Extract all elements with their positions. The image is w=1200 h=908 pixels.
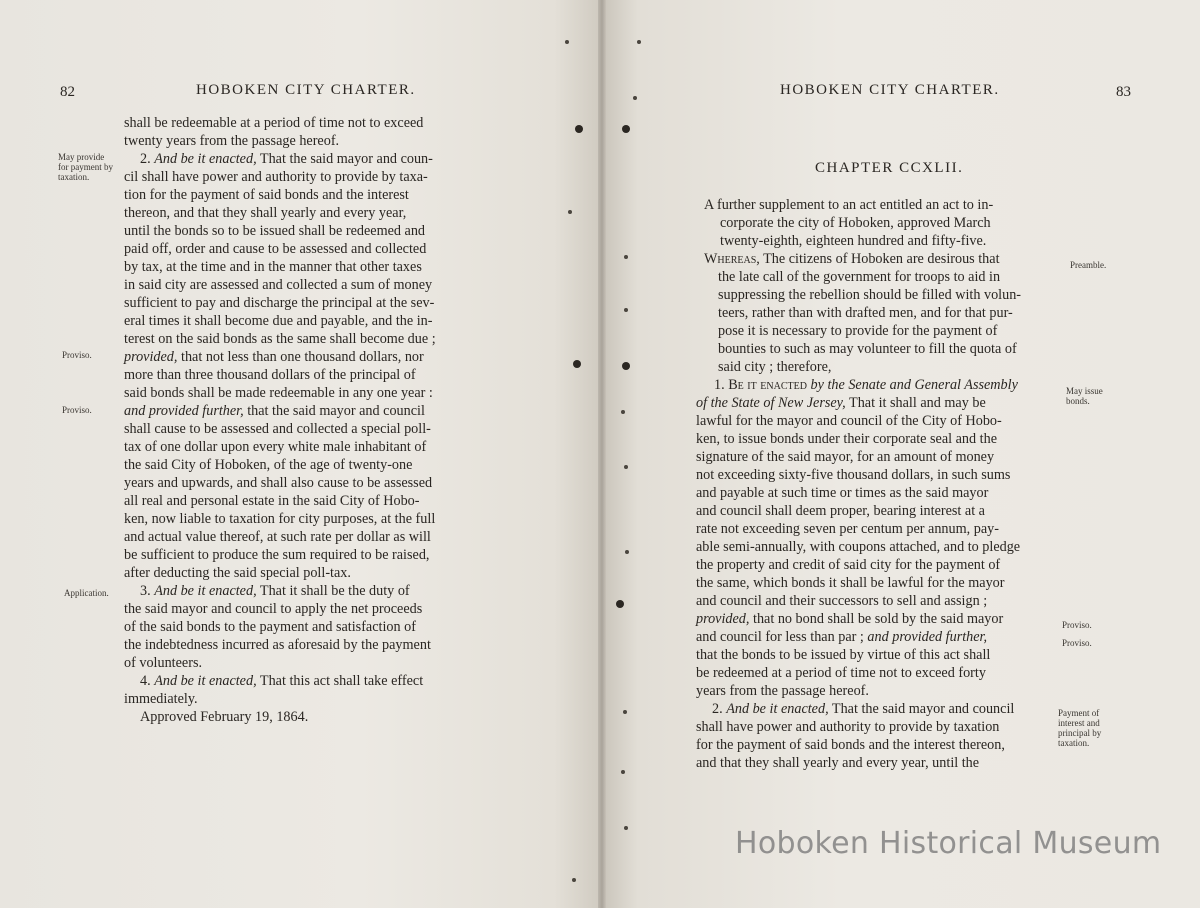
text-line: terest on the said bonds as the same shall become due ; bbox=[124, 331, 436, 347]
text-line: twenty years from the passage hereof. bbox=[124, 133, 340, 149]
margin-note-proviso: Proviso. bbox=[1062, 638, 1092, 648]
text-line: signature of the said mayor, for an amount of money bbox=[696, 449, 995, 465]
right-running-head: HOBOKEN CITY CHARTER. bbox=[780, 82, 1000, 98]
margin-note-proviso: Proviso. bbox=[62, 350, 92, 360]
text-line: ken, now liable to taxation for city purposes, at the full bbox=[124, 511, 436, 527]
binding-hole bbox=[565, 40, 569, 44]
text-line: the late call of the government for troops to aid in bbox=[718, 269, 1001, 285]
text-line: tion for the payment of said bonds and the interest bbox=[124, 187, 409, 203]
text-line: by tax, at the time and in the manner that other taxes bbox=[124, 259, 422, 275]
binding-hole bbox=[625, 550, 629, 554]
text-line: more than three thousand dollars of the principal of bbox=[124, 367, 416, 383]
text-line: and council and their successors to sell and assign ; bbox=[696, 593, 988, 609]
text-line: pose it is necessary to provide for the payment of bbox=[718, 323, 998, 339]
proviso-line: and council for less than par ; and provided further, bbox=[696, 629, 988, 645]
museum-watermark: Hoboken Historical Museum bbox=[735, 826, 1162, 861]
text-line: all real and personal estate in the said City of Hobo- bbox=[124, 493, 420, 509]
text-line: said bonds shall be made redeemable in any one year : bbox=[124, 385, 433, 401]
text-line: the said mayor and council to apply the net proceeds bbox=[124, 601, 423, 617]
text-line: not exceeding sixty-five thousand dollars, in such sums bbox=[696, 467, 1011, 483]
text-line: paid off, order and cause to be assessed and collected bbox=[124, 241, 427, 257]
binding-hole bbox=[622, 362, 630, 370]
section-2-heading: 2. And be it enacted, That the said mayor and coun- bbox=[140, 151, 433, 167]
binding-hole bbox=[575, 125, 583, 133]
binding-hole bbox=[616, 600, 624, 608]
text-line: and that they shall yearly and every year, until the bbox=[696, 755, 980, 771]
binding-hole bbox=[621, 410, 625, 414]
margin-note-proviso: Proviso. bbox=[1062, 620, 1092, 630]
binding-hole bbox=[568, 210, 572, 214]
book-gutter bbox=[598, 0, 606, 908]
left-page-number: 82 bbox=[60, 84, 75, 100]
text-line: cil shall have power and authority to provide by taxa- bbox=[124, 169, 428, 185]
binding-hole bbox=[623, 710, 627, 714]
binding-hole bbox=[622, 125, 630, 133]
binding-hole bbox=[573, 360, 581, 368]
text-line: the said City of Hoboken, of the age of twenty-one bbox=[124, 457, 413, 473]
section-2-heading: 2. And be it enacted, That the said mayor and council bbox=[712, 701, 1015, 717]
text-line: eral times it shall become due and payable, and the in- bbox=[124, 313, 433, 329]
text-line: and payable at such time or times as the said mayor bbox=[696, 485, 989, 501]
text-line: the property and credit of said city for the payment of bbox=[696, 557, 1001, 573]
margin-note-preamble: Preamble. bbox=[1070, 260, 1107, 270]
proviso-line: provided, that not less than one thousand dollars, nor bbox=[124, 349, 424, 365]
binding-hole bbox=[637, 40, 641, 44]
right-body-text bbox=[696, 196, 1066, 772]
binding-hole bbox=[624, 255, 628, 259]
act-title-line: A further supplement to an act entitled an act to in- bbox=[704, 197, 994, 213]
text-line: and actual value thereof, at such rate per dollar as will bbox=[124, 529, 431, 545]
text-line: after deducting the said special poll-tax. bbox=[124, 565, 351, 581]
text-line: said city ; therefore, bbox=[718, 359, 832, 375]
text-line: thereon, and that they shall yearly and every year, bbox=[124, 205, 407, 221]
text-line: of the said bonds to the payment and satisfaction of bbox=[124, 619, 416, 635]
text-line: teers, rather than with drafted men, and for that pur- bbox=[718, 305, 1013, 321]
binding-hole bbox=[621, 770, 625, 774]
text-line: the indebtedness incurred as aforesaid by the payment bbox=[124, 637, 431, 653]
text-line: that the bonds to be issued by virtue of this act shall bbox=[696, 647, 991, 663]
margin-note-taxation: May provide for payment by taxation. bbox=[58, 152, 113, 182]
text-line: be redeemed at a period of time not to exceed forty bbox=[696, 665, 986, 681]
text-line: rate not exceeding seven per centum per annum, pay- bbox=[696, 521, 999, 537]
text-line: for the payment of said bonds and the interest thereon, bbox=[696, 737, 1005, 753]
text-line: sufficient to pay and discharge the principal at the sev- bbox=[124, 295, 435, 311]
text-line: tax of one dollar upon every white male inhabitant of bbox=[124, 439, 427, 455]
right-page-number: 83 bbox=[1116, 84, 1131, 100]
text-line: the same, which bonds it shall be lawful for the mayor bbox=[696, 575, 1005, 591]
text-line: in said city are assessed and collected a sum of money bbox=[124, 277, 433, 293]
chapter-heading: CHAPTER CCXLII. bbox=[815, 160, 964, 176]
binding-hole bbox=[624, 308, 628, 312]
left-running-head: HOBOKEN CITY CHARTER. bbox=[196, 82, 416, 98]
text-line: and council shall deem proper, bearing interest at a bbox=[696, 503, 985, 519]
proviso-line: provided, that no bond shall be sold by the said mayor bbox=[696, 611, 1004, 627]
text-line: until the bonds so to be issued shall be redeemed and bbox=[124, 223, 426, 239]
approval-date: Approved February 19, 1864. bbox=[140, 709, 309, 725]
text-line: able semi-annually, with coupons attached, and to pledge bbox=[696, 539, 1021, 555]
text-line: be sufficient to produce the sum required to be raised, bbox=[124, 547, 430, 563]
binding-hole bbox=[624, 826, 628, 830]
text-line: of the State of New Jersey, That it shall and may be bbox=[696, 395, 986, 411]
margin-note-proviso: Proviso. bbox=[62, 405, 92, 415]
act-title-line: twenty-eighth, eighteen hundred and fifty-five. bbox=[720, 233, 987, 249]
text-line: bounties to such as may volunteer to fill the quota of bbox=[718, 341, 1017, 357]
binding-hole bbox=[633, 96, 637, 100]
text-line: shall cause to be assessed and collected a special poll- bbox=[124, 421, 431, 437]
text-line: years and upwards, and shall also cause to be assessed bbox=[124, 475, 433, 491]
binding-hole bbox=[624, 465, 628, 469]
margin-note-application: Application. bbox=[64, 588, 109, 598]
text-line: of volunteers. bbox=[124, 655, 203, 671]
left-body-text bbox=[124, 114, 494, 726]
act-title-line: corporate the city of Hoboken, approved March bbox=[720, 215, 991, 231]
text-line: shall be redeemable at a period of time not to exceed bbox=[124, 115, 424, 131]
proviso-line: and provided further, that the said mayor and council bbox=[124, 403, 425, 419]
whereas-line: Whereas, The citizens of Hoboken are desirous that bbox=[704, 251, 1000, 267]
text-line: shall have power and authority to provide by taxation bbox=[696, 719, 1000, 735]
text-line: years from the passage hereof. bbox=[696, 683, 869, 699]
text-line: immediately. bbox=[124, 691, 198, 707]
text-line: ken, to issue bonds under their corporate seal and the bbox=[696, 431, 997, 447]
section-1-heading: 1. Be it enacted by the Senate and General Assembly bbox=[714, 377, 1018, 393]
section-4-heading: 4. And be it enacted, That this act shall take effect bbox=[140, 673, 424, 689]
margin-note-issue-bonds: May issue bonds. bbox=[1066, 386, 1103, 406]
section-3-heading: 3. And be it enacted, That it shall be the duty of bbox=[140, 583, 410, 599]
binding-hole bbox=[572, 878, 576, 882]
text-line: suppressing the rebellion should be filled with volun- bbox=[718, 287, 1022, 303]
margin-note-payment: Payment of interest and principal by taxation. bbox=[1058, 708, 1102, 748]
text-line: lawful for the mayor and council of the City of Hobo- bbox=[696, 413, 1002, 429]
